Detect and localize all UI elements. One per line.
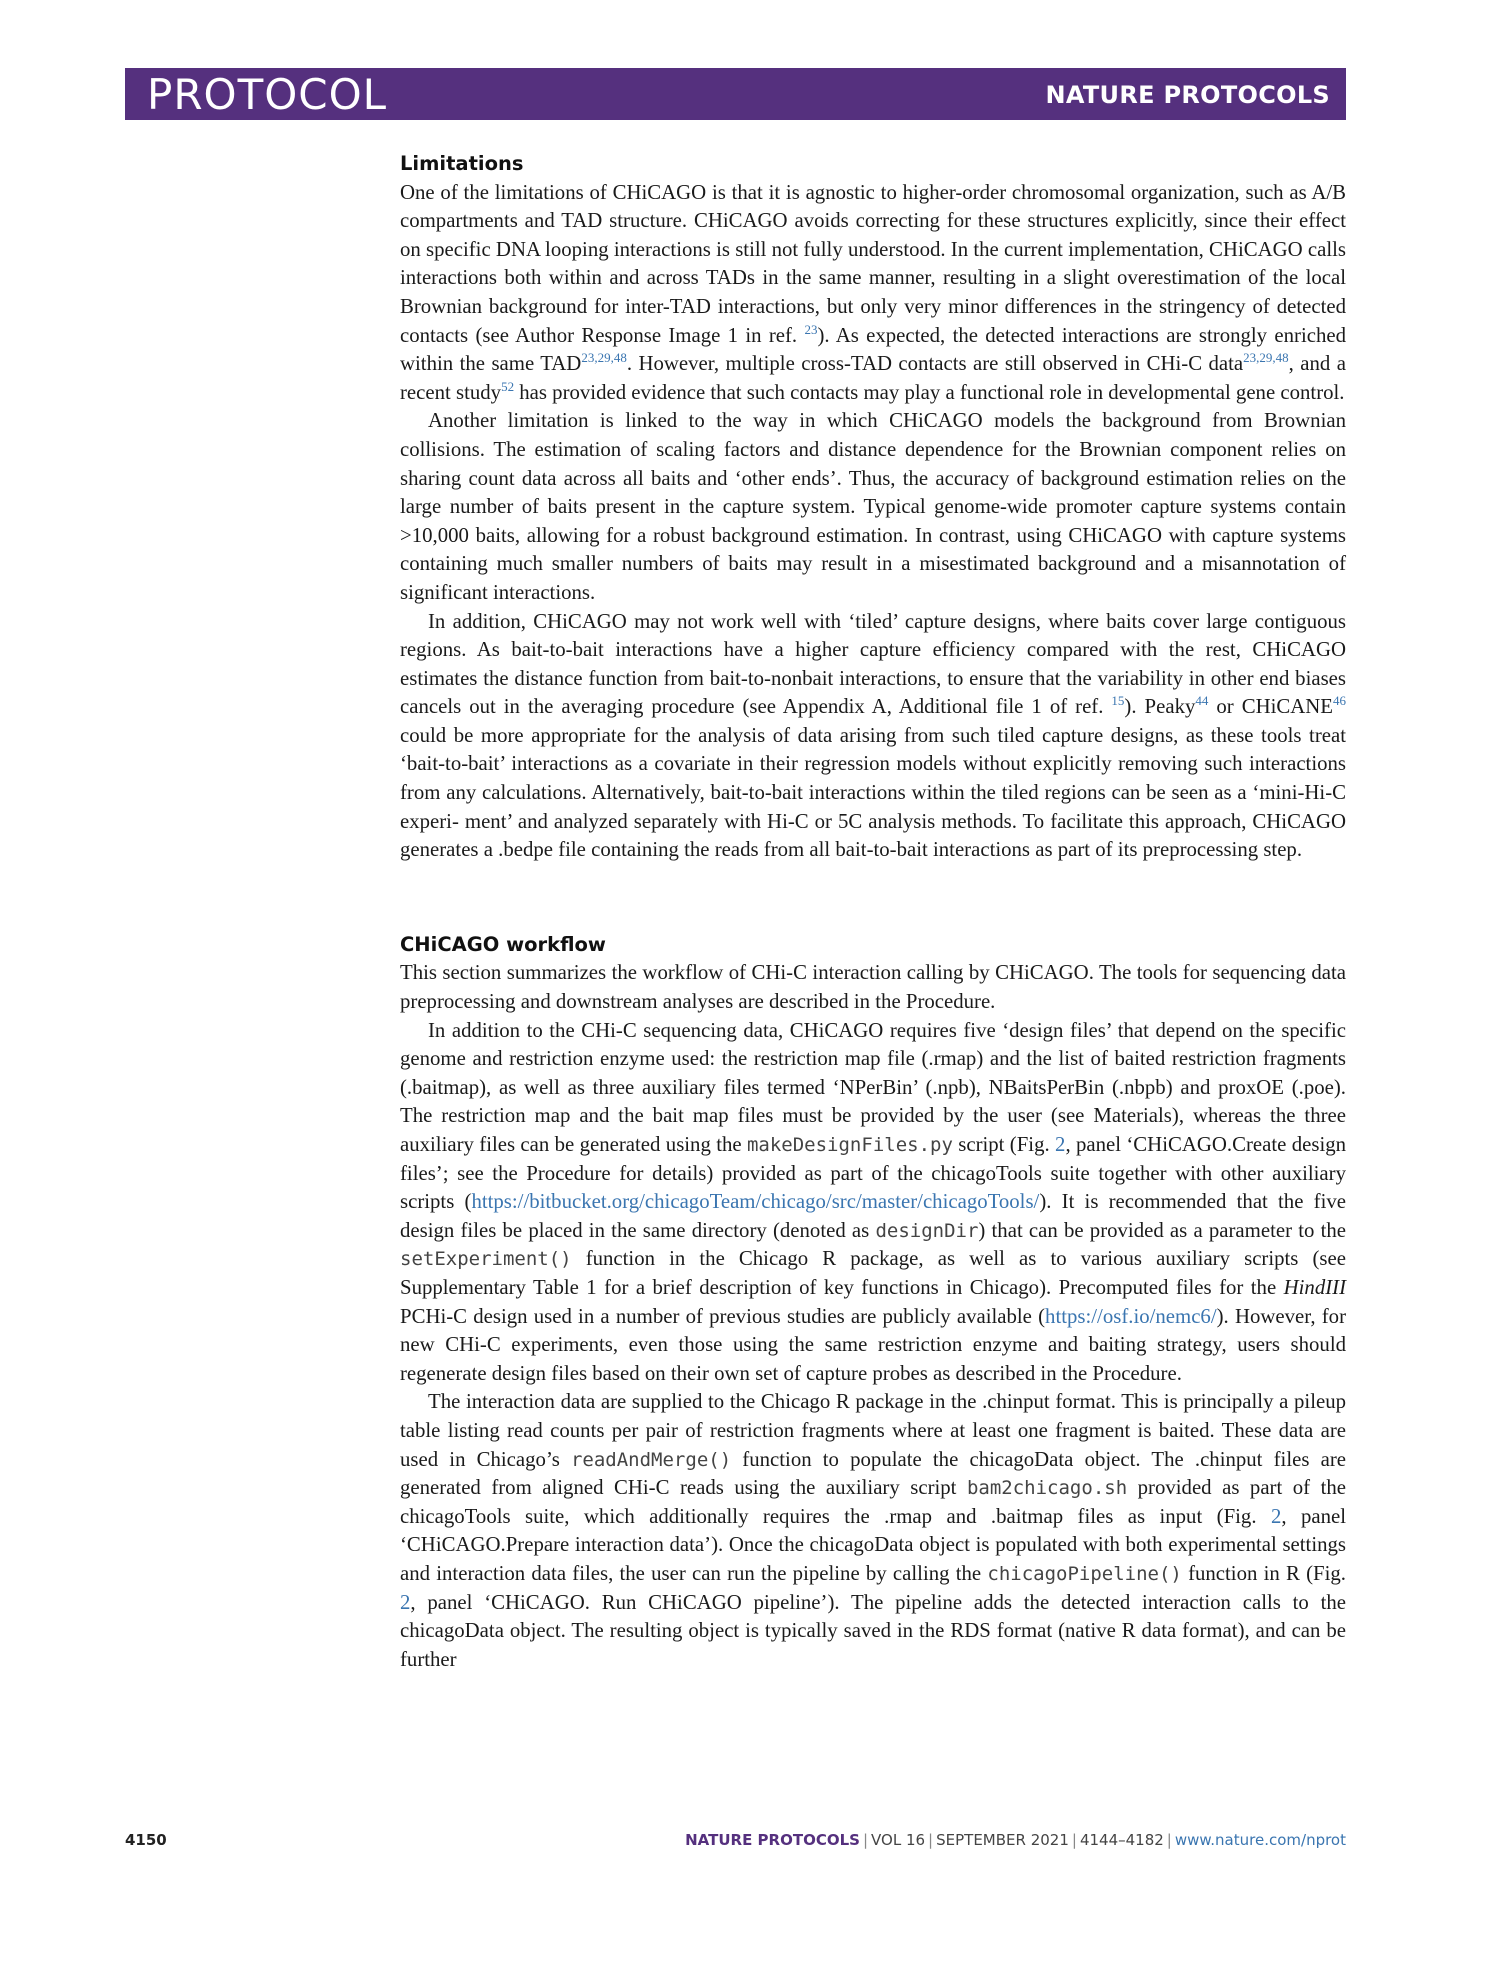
text-run: ). It is recommended that the five design files be placed in the same directory (denoted as	[400, 1190, 1346, 1242]
text-run: could be more appropriate for the analysis of data arising from such tiled capture designs, as these tools treat ‘bait-to-bait’ interactions as a covariate in their regression models without explicitly removing such interactions from any calculations. Alternatively, bait-to-bait interactions within the tiled regions can be seen as a ‘mini-Hi-C experi- ment’ and analyzed separately with Hi-C or 5C analysis methods. To facilitate this approach, CHiCAGO generates a .bedpe file containing the reads from all bait-to-bait interactions as part of its preprocessing step.	[400, 723, 1346, 862]
figure-link[interactable]: 2	[1055, 1133, 1066, 1156]
limitations-paragraph-1	[400, 179, 1346, 408]
footer-journal: NATURE PROTOCOLS	[685, 1831, 860, 1849]
text-run: In addition, CHiCAGO may not work well with ‘tiled’ capture designs, where baits cover large contiguous regions. As bait-to-bait interactions have a higher capture efficiency compared with the rest, CHiCAGO estimates the distance function from bait-to-nonbait interactions, to ensure that the variability in other end biases cancels out in the averaging procedure (see Appendix A, Additional file 1 of ref.	[400, 609, 1346, 719]
citation-link[interactable]: 23,29,48	[1243, 350, 1289, 366]
text-run: , panel ‘CHiCAGO. Run CHiCAGO pipeline’). The pipeline adds the detected interaction calls to the chicagoData object. The resulting object is typically saved in the RDS format (native R data format), and can be further	[400, 1590, 1346, 1671]
code-inline: readAndMerge()	[570, 1448, 732, 1471]
url-link[interactable]: https://bitbucket.org/chicagoTeam/chicago/src/master/chicagoTools/	[471, 1190, 1040, 1214]
text-run: has provided evidence that such contacts may play a functional role in developmental gene control.	[514, 380, 1345, 404]
text-run: script (Fig.	[952, 1133, 1056, 1156]
code-inline: makeDesignFiles.py	[746, 1134, 953, 1156]
text-run: provided as part of the chicagoTools suite, which additionally requires the .rmap and .baitmap files as input (Fig.	[400, 1476, 1346, 1528]
text-run: One of the limitations of CHiCAGO is that it is agnostic to higher-order chromosomal organization, such as A/B compartments and TAD structure. CHiCAGO avoids correcting for these structures explicitly, since their effect on specific DNA looping interactions is still not fully understood. In the current implementation, CHiCAGO calls interactions both within and across TADs in the same manner, resulting in a slight overestimation of the local Brownian background for inter-TAD interactions, but only very minor differences in the stringency of detected contacts (see Author Response Image 1 in ref.	[400, 180, 1346, 347]
footer-volume: VOL 16	[871, 1831, 926, 1849]
citation-link[interactable]: 23,29,48	[581, 350, 627, 366]
text-run: function to populate the chicagoData object. The .chinput files are generated from aligned CHi-C reads using the auxiliary script	[400, 1447, 1346, 1500]
italic-term: HindIII	[1283, 1275, 1346, 1299]
figure-link[interactable]: 2	[400, 1590, 411, 1614]
section-spacer	[400, 865, 1346, 931]
figure-link[interactable]: 2	[1270, 1504, 1282, 1528]
citation-link[interactable]: 52	[501, 378, 515, 394]
journal-label: NATURE PROTOCOLS	[1045, 81, 1330, 109]
code-inline: designDir	[875, 1219, 979, 1242]
limitations-paragraph-3	[400, 608, 1346, 865]
footer-url-link[interactable]: www.nature.com/nprot	[1174, 1831, 1346, 1849]
footer-pages: 4144–4182	[1079, 1831, 1164, 1849]
text-run: , panel ‘CHiCAGO.Create design files’; see the Procedure for details) provided as part of the chicagoTools suite together with other auxiliary scripts (	[400, 1133, 1347, 1214]
limitations-heading: Limitations	[400, 152, 524, 175]
code-inline: bam2chicago.sh	[966, 1477, 1128, 1500]
section-label: PROTOCOL	[147, 70, 388, 119]
footer-date: SEPTEMBER 2021	[936, 1831, 1069, 1849]
text-run: ). However, for new CHi-C experiments, even those using the same restriction enzyme and baiting strategy, users should regenerate design files based on their own set of capture probes as described in the Procedure.	[400, 1304, 1346, 1385]
page-number: 4150	[125, 1831, 167, 1849]
text-run: ). As expected, the detected interactions are strongly enriched within the same TAD	[400, 323, 1346, 376]
text-run: PCHi-C design used in a number of previous studies are publicly available (	[400, 1304, 1046, 1328]
workflow-heading: CHiCAGO workflow	[400, 932, 606, 956]
citation-link[interactable]: 46	[1332, 693, 1346, 709]
code-inline: chicagoPipeline()	[987, 1562, 1182, 1585]
text-run: , panel ‘CHiCAGO.Prepare interaction data’). Once the chicagoData object is populated with both experimental settings and interaction data files, the user can run the pipeline by calling the	[400, 1504, 1346, 1585]
citation-link[interactable]: 44	[1195, 693, 1209, 709]
text-run: ) that can be provided as a parameter to the	[978, 1218, 1346, 1242]
url-link[interactable]: https://osf.io/nemc6/	[1045, 1304, 1217, 1328]
header-bar	[125, 68, 1346, 120]
text-run: The interaction data are supplied to the Chicago R package in the .chinput format. This is principally a pileup table listing read counts per pair of restriction fragments where at least one fragment is baited. These data are used in Chicago’s	[400, 1390, 1346, 1471]
text-run: , and a recent study	[400, 352, 1346, 404]
text-run: function in the Chicago R package, as well as to various auxiliary scripts (see Supplementary Table 1 for a brief description of key functions in Chicago). Precomputed files for the	[400, 1247, 1346, 1299]
text-run: In addition to the CHi-C sequencing data, CHiCAGO requires five ‘design files’ that depend on the specific genome and restriction enzyme used: the restriction map file (.rmap) and the list of baited restriction fragments (.baitmap), as well as three auxiliary files termed ‘NPerBin’ (.npb), NBaitsPerBin (.nbpb) and proxOE (.poe). The restriction map and the bait map files must be provided by the user (see Materials), whereas the three auxiliary files can be generated using the	[400, 1018, 1346, 1156]
code-inline: setExperiment()	[400, 1248, 572, 1271]
workflow-paragraph-2	[400, 1017, 1346, 1389]
workflow-paragraph-1: This section summarizes the workflow of CHi-C interaction calling by CHiCAGO. The tools for sequencing data preprocessing and downstream analyses are described in the Procedure.	[400, 961, 1346, 1014]
text-run: function in R (Fig.	[1181, 1561, 1346, 1585]
article-body	[400, 150, 1346, 1674]
separator: |	[928, 1831, 934, 1849]
workflow-paragraph-3	[400, 1388, 1346, 1674]
text-run: ). Peaky	[1124, 695, 1196, 719]
text-run: or CHiCANE	[1208, 695, 1333, 719]
footer-citation	[685, 1831, 1346, 1849]
separator: |	[862, 1831, 869, 1849]
citation-link[interactable]: 15	[1111, 693, 1125, 709]
citation-link[interactable]: 23	[804, 321, 818, 337]
text-run: . However, multiple cross-TAD contacts are still observed in CHi-C data	[626, 352, 1244, 376]
separator: |	[1166, 1831, 1172, 1849]
separator: |	[1071, 1831, 1077, 1849]
limitations-paragraph-2: Another limitation is linked to the way in which CHiCAGO models the background from Brownian collisions. The estimation of scaling factors and distance dependence for the Brownian component relies on sharing count data across all baits and ‘other ends’. Thus, the accuracy of background estimation relies on the large number of baits present in the capture system. Typical genome-wide promoter capture systems contain >10,000 baits, allowing for a robust background estimation. In contrast, using CHiCAGO with capture systems containing much smaller numbers of baits may result in a misestimated background and a misannotation of significant interactions.	[400, 409, 1346, 604]
